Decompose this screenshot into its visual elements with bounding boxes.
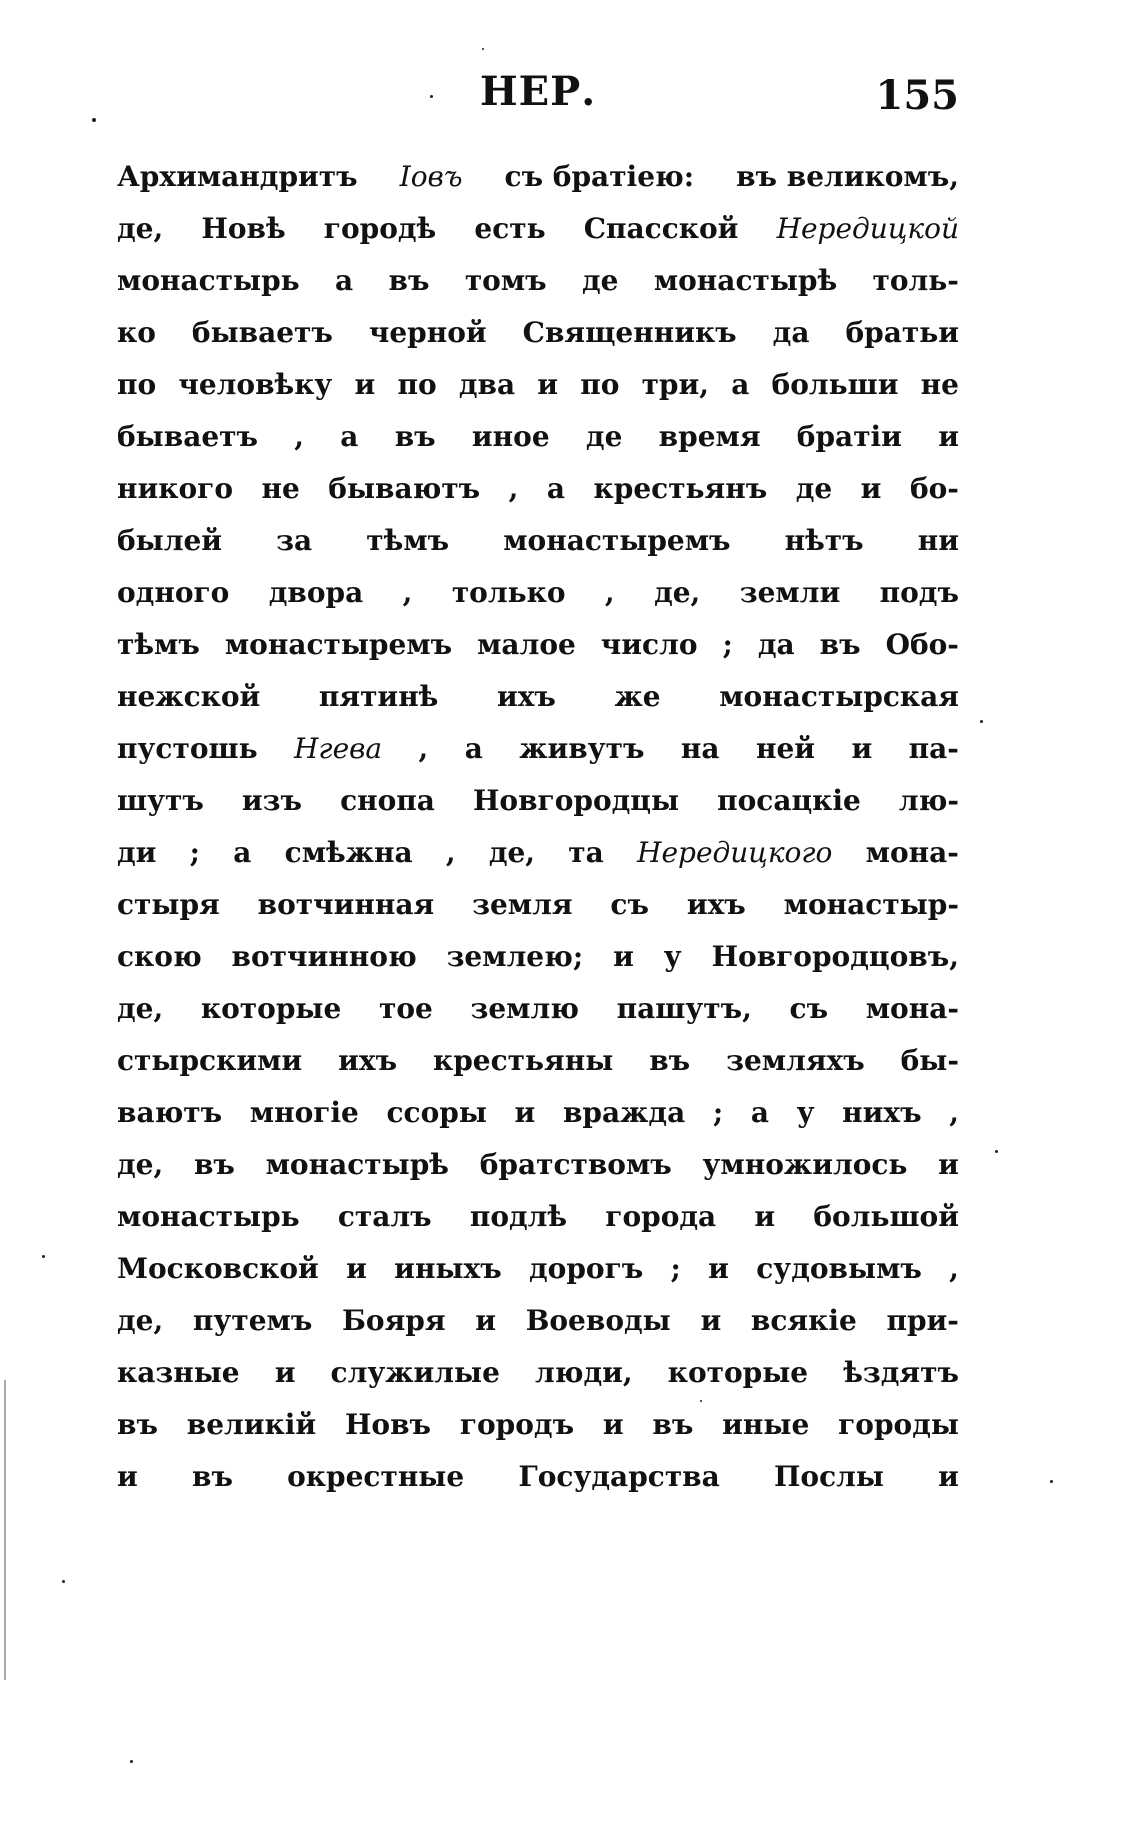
word: вотчинная	[257, 888, 435, 921]
word: по	[397, 368, 437, 401]
text-line	[117, 888, 959, 940]
word: а	[750, 1096, 769, 1129]
text-line	[117, 316, 959, 368]
word: въ	[652, 1408, 694, 1441]
text-line	[117, 992, 959, 1044]
word: а	[233, 836, 252, 869]
word: въ	[193, 1148, 235, 1181]
word: судовымъ	[756, 1252, 922, 1285]
word: бываетъ	[191, 316, 333, 349]
word: ко	[117, 316, 156, 349]
word: ,	[402, 576, 413, 609]
word: и	[938, 1148, 959, 1181]
word: никого	[117, 472, 233, 505]
word: братіи	[796, 420, 902, 453]
word: и	[754, 1200, 776, 1233]
word: земля	[472, 888, 573, 921]
word: Нередицкого	[637, 836, 833, 869]
word: Архимандритъ	[117, 160, 358, 193]
word: землю	[470, 992, 579, 1025]
word: подъ	[879, 576, 959, 609]
word: ,	[508, 472, 519, 505]
word: казные	[117, 1356, 240, 1389]
word: бо-	[909, 472, 959, 505]
word: ней	[755, 732, 816, 765]
word: ни	[917, 524, 959, 557]
word: шутъ	[117, 784, 204, 817]
word: большой	[813, 1200, 959, 1233]
word: два	[458, 368, 516, 401]
word: великій	[186, 1408, 317, 1441]
word: и	[117, 1460, 138, 1493]
word: человѣку	[178, 368, 333, 401]
word: окрестные	[287, 1460, 465, 1493]
word: пятинѣ	[318, 680, 439, 713]
word: а	[340, 420, 359, 453]
word: всякіе	[750, 1304, 857, 1337]
word: де	[795, 472, 833, 505]
word: одного	[117, 576, 230, 609]
word: крестьянъ	[593, 472, 768, 505]
page-edge-mark	[4, 1380, 6, 1680]
word: городы	[838, 1408, 959, 1441]
word: вотчинною	[231, 940, 417, 973]
word: двора	[268, 576, 364, 609]
word: Обо-	[885, 628, 959, 661]
word: де,	[654, 576, 701, 609]
word: Новгородцовъ,	[711, 940, 959, 973]
word: ди	[117, 836, 157, 869]
word: иные	[722, 1408, 810, 1441]
word: изъ	[241, 784, 303, 817]
word: да	[757, 628, 795, 661]
word: въ	[388, 264, 430, 297]
word: ихъ	[686, 888, 746, 921]
word: скою	[117, 940, 202, 973]
word: монастырская	[719, 680, 959, 713]
word: городъ	[459, 1408, 575, 1441]
word: ,	[294, 420, 304, 453]
word: вражда	[562, 1096, 686, 1129]
body-text	[117, 160, 959, 1512]
word: де,	[117, 1304, 164, 1337]
word: и	[514, 1096, 536, 1129]
word: за	[276, 524, 313, 557]
text-line	[117, 1408, 959, 1460]
word: стыря	[117, 888, 220, 921]
word: а	[731, 368, 750, 401]
text-line	[117, 420, 959, 472]
word: посацкіе	[717, 784, 861, 817]
text-line	[117, 524, 959, 576]
word: де,	[117, 212, 164, 245]
word: малое	[477, 628, 576, 661]
text-line	[117, 368, 959, 420]
word: у	[663, 940, 682, 973]
word: ,	[949, 1252, 959, 1285]
word: нѣтъ	[784, 524, 864, 557]
running-head	[117, 64, 959, 124]
word: не	[261, 472, 300, 505]
word: ,	[445, 836, 456, 869]
word: Спасской	[583, 212, 739, 245]
word: лю-	[898, 784, 959, 817]
text-line	[117, 1304, 959, 1356]
word: не	[920, 368, 959, 401]
word: Новѣ	[201, 212, 286, 245]
word: ;	[189, 836, 201, 869]
word: дорогъ	[528, 1252, 644, 1285]
word: земляхъ	[726, 1044, 865, 1077]
running-title: НЕР.	[479, 68, 597, 115]
word: по	[117, 368, 157, 401]
word: въ	[117, 1408, 158, 1441]
word: а	[464, 732, 483, 765]
word: крестьяны	[433, 1044, 614, 1077]
word: иное	[471, 420, 550, 453]
word: нежской	[117, 680, 261, 713]
word: монастыремъ	[503, 524, 731, 557]
word: городѣ	[323, 212, 437, 245]
word: былей	[117, 524, 223, 557]
word: пустошь	[117, 732, 258, 765]
word: ,	[604, 576, 615, 609]
word: и	[938, 1460, 959, 1493]
word: въ	[819, 628, 861, 661]
word: путемъ	[192, 1304, 313, 1337]
word: монастырѣ	[653, 264, 838, 297]
text-line	[117, 1252, 959, 1304]
word: монастырь	[117, 264, 300, 297]
page-number: 155	[875, 72, 959, 119]
word: и	[354, 368, 376, 401]
text-line	[117, 940, 959, 992]
word: и	[613, 940, 634, 973]
word: по	[580, 368, 620, 401]
word: ссоры	[386, 1096, 487, 1129]
word: въ великомъ,	[736, 160, 959, 193]
word: Государства	[518, 1460, 720, 1493]
text-line	[117, 1096, 959, 1148]
word: братьи	[845, 316, 959, 349]
word: на	[680, 732, 720, 765]
text-line	[117, 680, 959, 732]
word: де	[581, 264, 619, 297]
word: па-	[908, 732, 959, 765]
word: есть	[474, 212, 546, 245]
word: и	[851, 732, 873, 765]
word: число	[600, 628, 698, 661]
word: ;	[712, 1096, 724, 1129]
word: монастырь	[117, 1200, 300, 1233]
word: города	[605, 1200, 717, 1233]
word: мона-	[865, 992, 959, 1025]
word: Нередицкой	[776, 212, 959, 245]
word: живутъ	[519, 732, 645, 765]
word: де,	[488, 836, 536, 869]
text-line	[117, 628, 959, 680]
text-line	[117, 472, 959, 524]
word: которые	[200, 992, 342, 1025]
word: и	[602, 1408, 624, 1441]
word: ѣздятъ	[843, 1356, 959, 1389]
word: бы-	[900, 1044, 959, 1077]
word: земли	[739, 576, 841, 609]
word: и	[475, 1304, 497, 1337]
word: и	[346, 1252, 367, 1285]
word: черной	[368, 316, 487, 349]
word: ;	[670, 1252, 681, 1285]
word: братствомъ	[479, 1148, 672, 1181]
word: а	[546, 472, 566, 505]
word: и	[860, 472, 882, 505]
word: тѣмъ	[117, 628, 200, 661]
word: пашутъ,	[616, 992, 752, 1025]
word: бываютъ	[328, 472, 481, 505]
word: только	[451, 576, 566, 609]
word: та	[568, 836, 604, 869]
word: сталъ	[337, 1200, 432, 1233]
word: Послы	[773, 1460, 884, 1493]
word: въ	[191, 1460, 233, 1493]
word: и	[938, 420, 959, 453]
word: де,	[117, 992, 164, 1025]
word: подлѣ	[469, 1200, 568, 1233]
word: время	[658, 420, 761, 453]
word: снопа	[340, 784, 435, 817]
word: же	[614, 680, 661, 713]
word: бываетъ	[117, 420, 258, 453]
word: и	[700, 1304, 722, 1337]
word: и	[274, 1356, 296, 1389]
word: стырскими	[117, 1044, 303, 1077]
word: при-	[886, 1304, 959, 1337]
word: Новъ	[344, 1408, 432, 1441]
word: Священникъ	[522, 316, 737, 349]
word: нихъ	[842, 1096, 922, 1129]
text-line	[117, 732, 959, 784]
word: монастыремъ	[224, 628, 453, 661]
text-line	[117, 212, 959, 264]
word: которые	[667, 1356, 809, 1389]
word: а	[335, 264, 354, 297]
word: ;	[722, 628, 733, 661]
word: иныхъ	[394, 1252, 502, 1285]
word: смѣжна	[284, 836, 413, 869]
text-line	[117, 1356, 959, 1408]
word: служилые	[330, 1356, 500, 1389]
word: съ	[789, 992, 829, 1025]
text-line	[117, 1200, 959, 1252]
word: умножилось	[702, 1148, 908, 1181]
text-line	[117, 836, 959, 888]
word: въ	[649, 1044, 691, 1077]
word: и	[537, 368, 559, 401]
word: Нгева	[294, 732, 383, 765]
word: съ братіею:	[504, 160, 695, 193]
word: многіе	[249, 1096, 359, 1129]
word: монастырѣ	[265, 1148, 449, 1181]
word: тое	[378, 992, 433, 1025]
word: Московской	[117, 1252, 319, 1285]
word: Воеводы	[525, 1304, 671, 1337]
word: да	[772, 316, 810, 349]
word: томъ	[464, 264, 547, 297]
text-line	[117, 576, 959, 628]
word: де,	[117, 1148, 164, 1181]
text-line	[117, 784, 959, 836]
word: монастыр-	[783, 888, 959, 921]
word: Іовъ	[399, 160, 463, 193]
word: съ	[610, 888, 649, 921]
word: люди,	[535, 1356, 633, 1389]
word: ихъ	[338, 1044, 398, 1077]
word: въ	[394, 420, 436, 453]
word: ихъ	[496, 680, 556, 713]
word: ,	[949, 1096, 959, 1129]
word: Бояря	[342, 1304, 446, 1337]
word: тѣмъ	[366, 524, 450, 557]
word: больши	[771, 368, 899, 401]
text-line	[117, 264, 959, 316]
word: мона-	[865, 836, 959, 869]
word: ваютъ	[117, 1096, 223, 1129]
word: землею;	[446, 940, 584, 973]
word: Новгородцы	[472, 784, 680, 817]
text-line	[117, 1044, 959, 1096]
word: три,	[641, 368, 710, 401]
word: ,	[418, 732, 429, 765]
word: де	[585, 420, 623, 453]
text-line	[117, 160, 959, 212]
word: толь-	[872, 264, 959, 297]
word: у	[796, 1096, 815, 1129]
word: и	[708, 1252, 729, 1285]
text-line	[117, 1460, 959, 1512]
text-line	[117, 1148, 959, 1200]
